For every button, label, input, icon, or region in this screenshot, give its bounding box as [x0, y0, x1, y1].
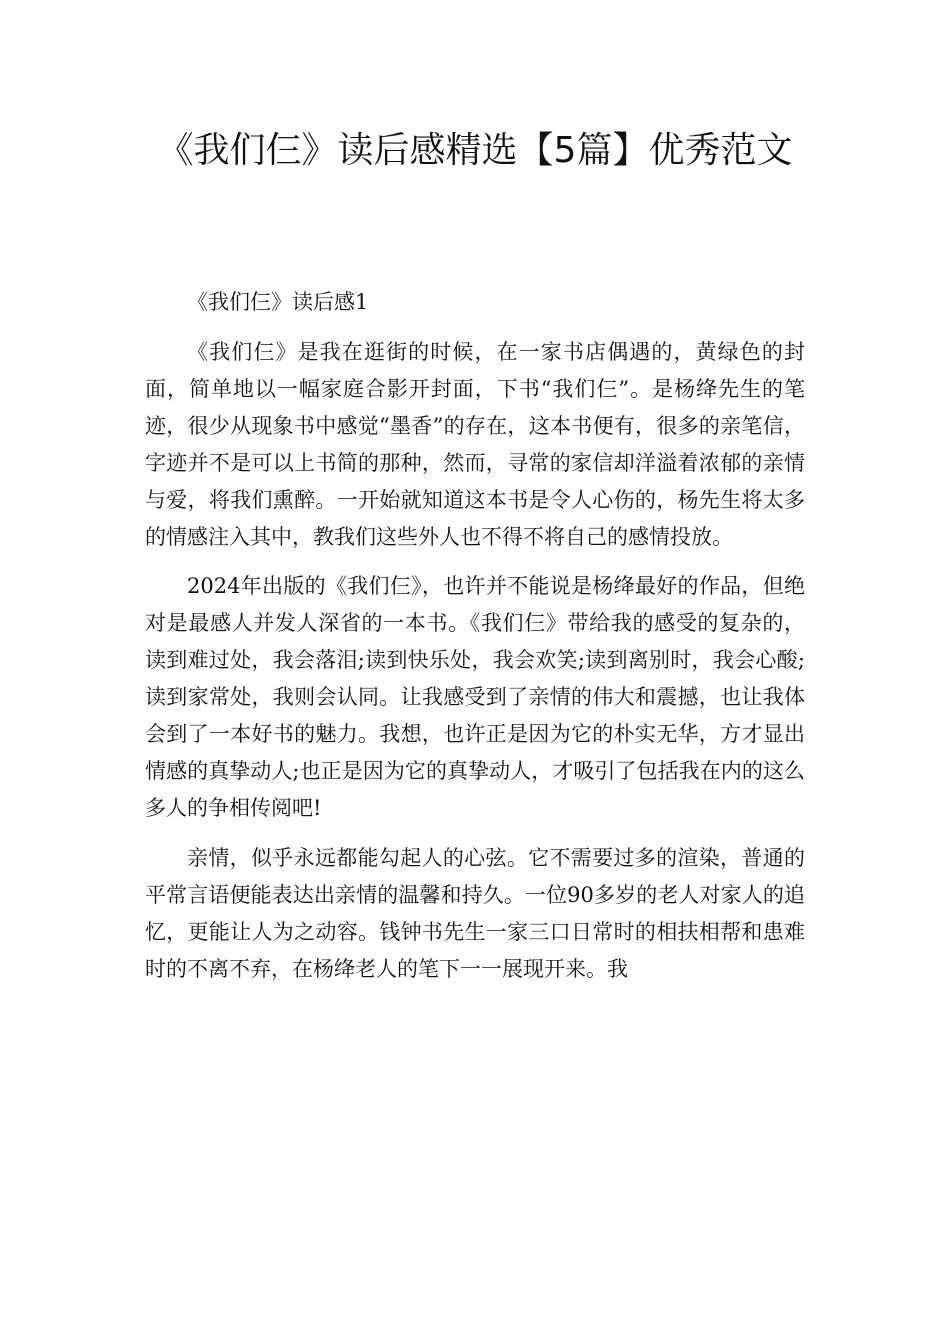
section-heading: 《我们仨》读后感1 [187, 290, 369, 314]
document-title: 《我们仨》读后感精选【5篇】优秀范文 [157, 130, 793, 171]
paragraph: 2024年出版的《我们仨》，也许并不能说是杨绛最好的作品，但绝对是最感人并发人深省的一本书。《我们仨》带给我的感受的复杂的，读到难过处，我会落泪;读到快乐处，我会欢笑;读到离别时，我会心酸;读到家常处，我则会认同。让我感受到了亲情的伟大和震撼，也让我体会到了一本好书的魅力。我想，也许正是因为它的朴实无华，方才显出情感的真挚动人;也正是因为它的真挚动人，才吸引了包括我在内的这么多人的争相传阅吧! [145, 574, 805, 821]
document-body [145, 284, 805, 1000]
paragraph: 《我们仨》是我在逛街的时候，在一家书店偶遇的，黄绿色的封面，简单地以一幅家庭合影开封面，下书“我们仨”。是杨绛先生的笔迹，很少从现象书中感觉“墨香”的存在，这本书便有，很多的亲笔信，字迹并不是可以上书简的那种，然而，寻常的家信却洋溢着浓郁的亲情与爱，将我们熏醉。一开始就知道这本书是令人心伤的，杨先生将太多的情感注入其中，教我们这些外人也不得不将自己的感情投放。 [145, 339, 805, 549]
paragraph: 亲情，似乎永远都能勾起人的心弦。它不需要过多的渲染，普通的平常言语便能表达出亲情的温馨和持久。一位90多岁的老人对家人的追忆，更能让人为之动容。钱钟书先生一家三口日常时的相扶相帮和患难时的不离不弃，在杨绛老人的笔下一一展现开来。我 [145, 845, 805, 981]
